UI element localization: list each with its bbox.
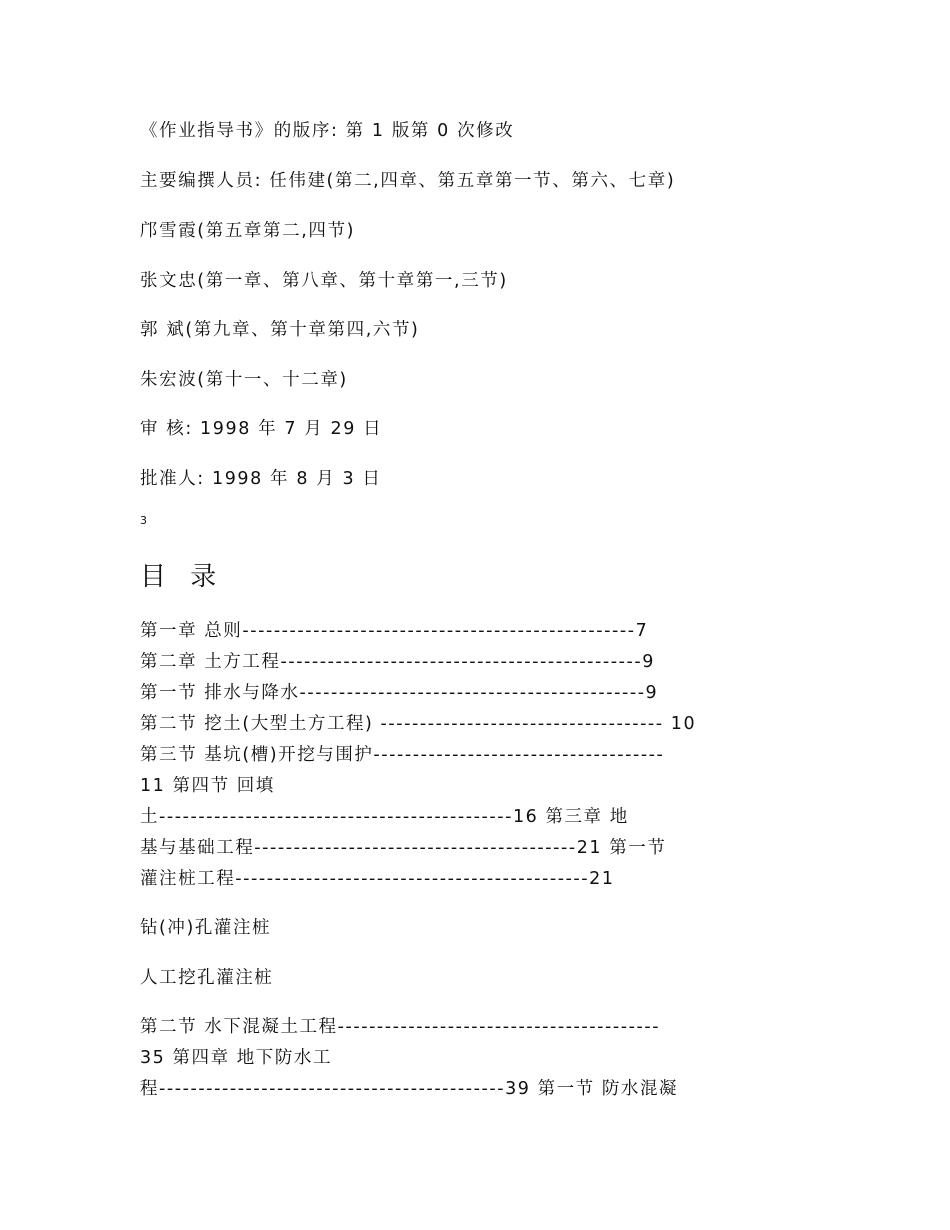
- toc-line: 土---------------------------------------------16 第三章 地: [140, 807, 629, 827]
- toc-line: 第一节 排水与降水--------------------------------------------9: [140, 683, 659, 703]
- toc-line: 基与基础工程-----------------------------------------21 第一节: [140, 838, 667, 858]
- toc-line: 35 第四章 地下防水工: [140, 1048, 332, 1068]
- edition-line: 《作业指导书》的版序: 第 1 版第 0 次修改: [140, 121, 515, 141]
- page-number: 3: [140, 514, 147, 527]
- editor-line: 朱宏波(第十一、十二章): [140, 370, 348, 390]
- toc-line: 灌注桩工程---------------------------------------------21: [140, 869, 615, 889]
- editor-line: 张文忠(第一章、第八章、第十章第一,三节): [140, 271, 508, 291]
- approval-date-line: 批准人: 1998 年 8 月 3 日: [140, 469, 382, 489]
- editor-line: 邝雪霞(第五章第二,四节): [140, 221, 356, 241]
- toc-line: 第二节 水下混凝土工程-----------------------------------------: [140, 1017, 661, 1037]
- toc-line: 第二章 土方工程----------------------------------------------9: [140, 652, 655, 672]
- review-date-line: 审 核: 1998 年 7 月 29 日: [140, 419, 383, 439]
- toc-title: 目 录: [140, 562, 225, 592]
- toc-line: 钻(冲)孔灌注桩: [140, 918, 272, 938]
- toc-line: 第二节 挖土(大型土方工程) ------------------------------------ 10: [140, 714, 697, 734]
- toc-line: 11 第四节 回填: [140, 776, 275, 796]
- editor-line: 郭 斌(第九章、第十章第四,六节): [140, 320, 420, 340]
- toc-line: 第一章 总则--------------------------------------------------7: [140, 621, 649, 641]
- toc-line: 程--------------------------------------------39 第一节 防水混凝: [140, 1079, 679, 1099]
- toc-line: 人工挖孔灌注桩: [140, 968, 274, 988]
- toc-line: 第三节 基坑(槽)开挖与围护-------------------------------------: [140, 745, 665, 765]
- main-editors-line: 主要编撰人员: 任伟建(第二,四章、第五章第一节、第六、七章): [140, 171, 676, 191]
